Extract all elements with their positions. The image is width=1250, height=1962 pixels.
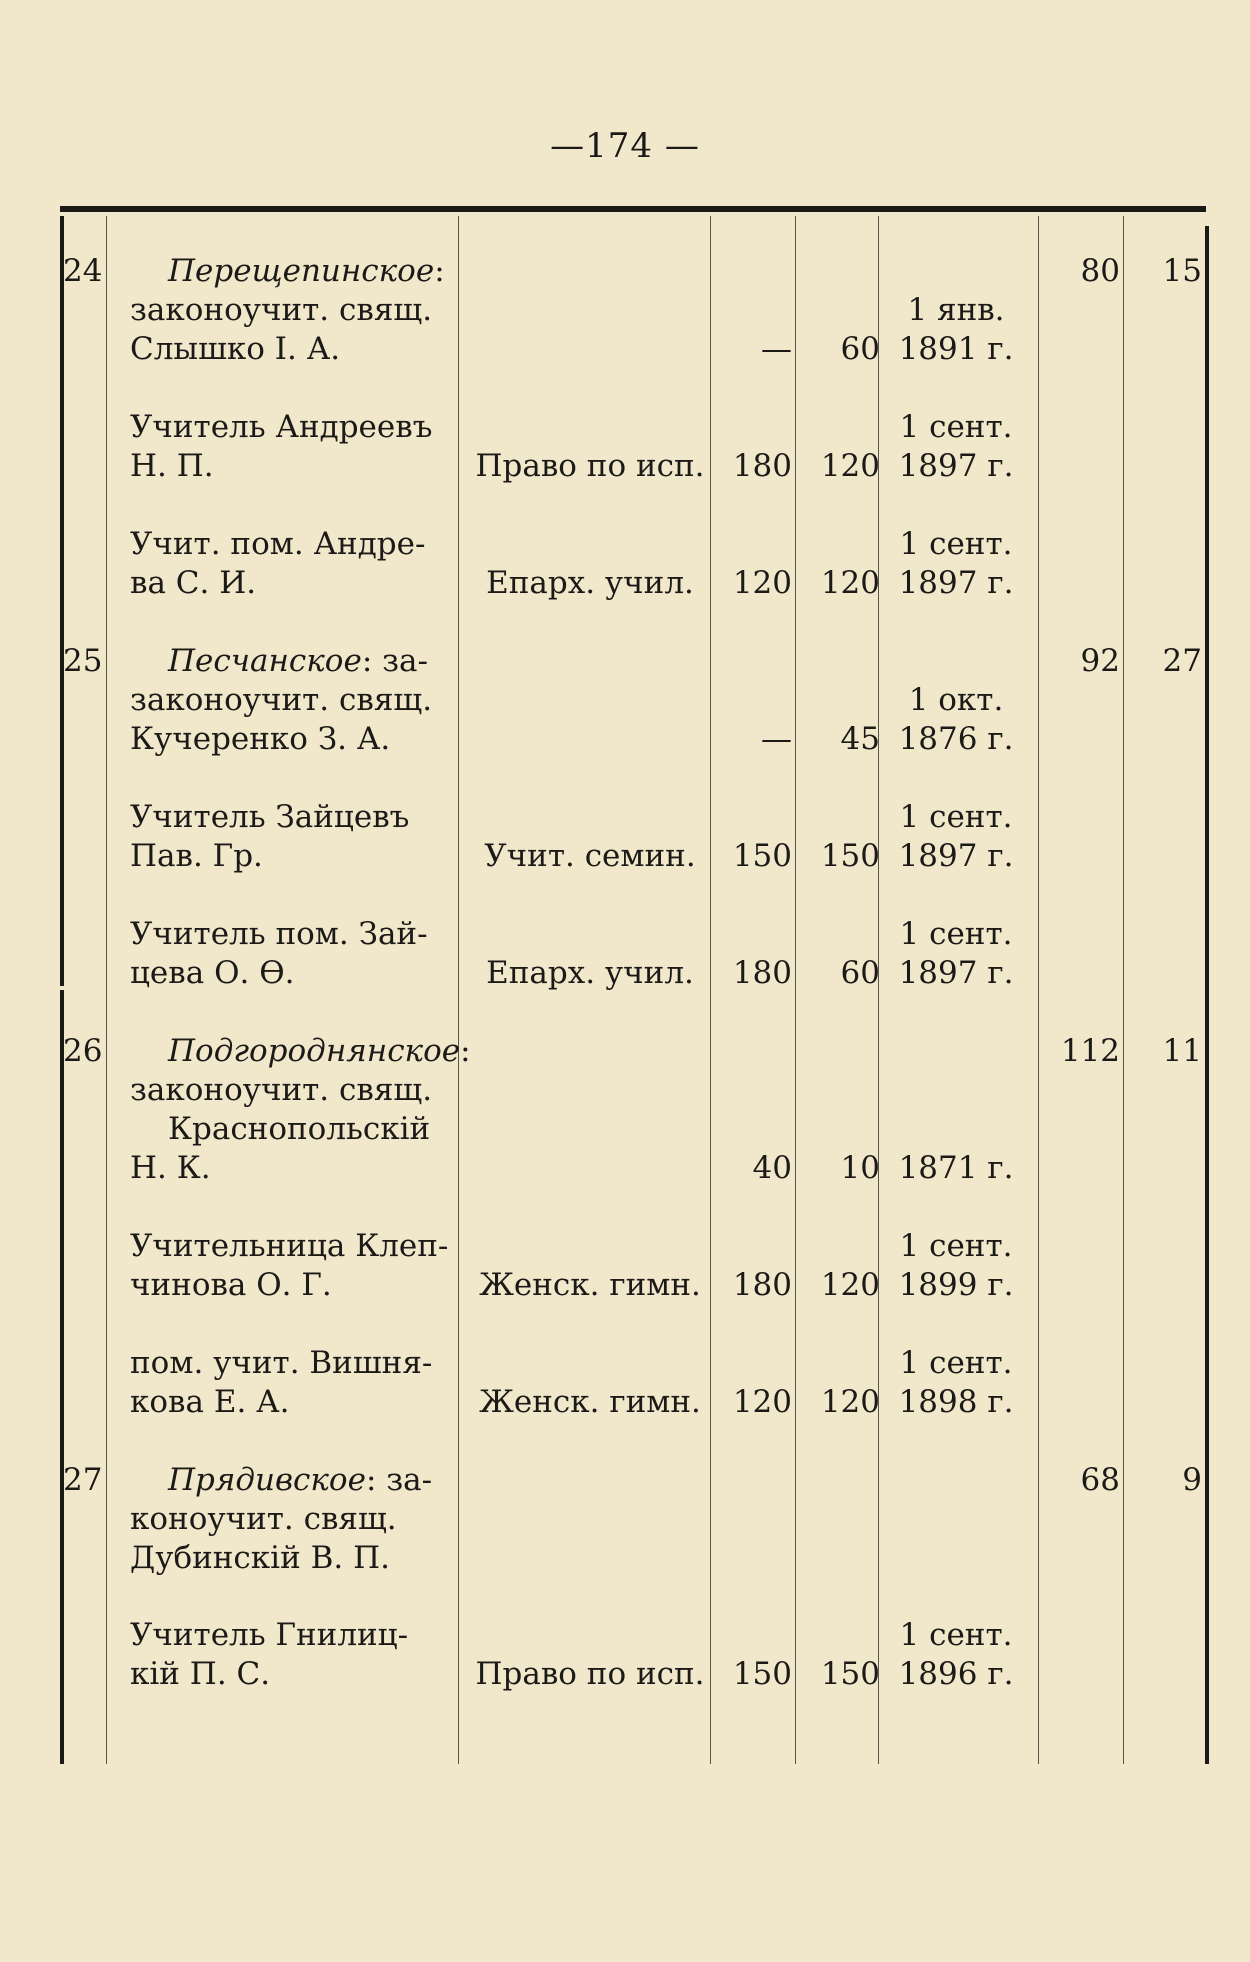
since-cell: 1 сент. 1898 г. [898,1345,1014,1420]
col-line-2 [458,216,459,1764]
count-cell-2: 15 [1162,253,1202,289]
count-cell: 68 [1080,1462,1120,1498]
since-cell: 1 сент. 1897 г. [898,526,1014,601]
salary-cell: 180 [732,448,792,484]
school-name: Перещепинское [168,253,435,289]
since-cell: 1 янв. 1891 г. [898,292,1014,367]
salary-cell: 150 [732,838,792,874]
salary-cell-2: 120 [820,448,880,484]
school-staff: Учитель Андреевъ Н. П. [130,409,433,484]
col-line-1 [106,216,107,1764]
since-cell: 1871 г. [898,1150,1014,1186]
school-number: 26 [63,1033,103,1069]
col-line-3 [710,216,711,1764]
school-staff: Песчанское: за- законоучит. свящ. Кучеренко З. А. [130,643,433,757]
left-border [60,216,64,986]
school-staff: Подгороднянское: законоучит. свящ. Краснопольскій Н. К. [130,1033,471,1186]
salary-cell-2: 120 [820,1384,880,1420]
salary-cell-2: 60 [840,955,880,991]
salary-cell: 120 [732,1384,792,1420]
education-cell: Право по исп. [475,448,705,484]
col-line-7 [1123,216,1124,1764]
school-staff: пом. учит. Вишня- кова Е. А. [130,1345,433,1420]
salary-cell-2: 45 [840,721,880,757]
col-line-6 [1038,216,1039,1764]
school-name: Песчанское [168,643,362,679]
education-cell: Право по исп. [475,1656,705,1692]
count-cell: 112 [1060,1033,1120,1069]
school-name: Прядивское [168,1462,366,1498]
count-cell-2: 27 [1162,643,1202,679]
count-cell-2: 11 [1162,1033,1202,1069]
right-border [1205,226,1209,1764]
salary-cell: 150 [732,1656,792,1692]
school-number: 25 [63,643,103,679]
staff-line: законоучит. свящ. [130,292,433,328]
since-cell: 1 сент. 1899 г. [898,1228,1014,1303]
salary-cell: 180 [732,955,792,991]
salary-cell-2: 120 [820,565,880,601]
school-name: Подгороднянское [168,1033,461,1069]
since-cell: 1 сент. 1897 г. [898,409,1014,484]
school-staff: Прядивское: за- коноучит. свящ. Дубинскій В. П. [130,1462,433,1576]
education-cell: Епарх. учил. [486,955,694,991]
education-cell: Женск. гимн. [479,1384,701,1420]
left-border-lower [60,990,64,1764]
salary-cell: 180 [732,1267,792,1303]
col-line-4 [795,216,796,1764]
school-staff: Учитель Гнилиц- кій П. С. [130,1617,409,1692]
since-cell: 1 сент. 1897 г. [898,916,1014,991]
school-number: 24 [63,253,103,289]
salary-cell: — [761,721,792,757]
salary-cell-2: 120 [820,1267,880,1303]
salary-cell-2: 150 [820,1656,880,1692]
salary-cell: — [761,331,792,367]
salary-cell: 120 [732,565,792,601]
salary-cell-2: 10 [840,1150,880,1186]
salary-cell-2: 150 [820,838,880,874]
salary-cell: 40 [752,1150,792,1186]
count-cell: 80 [1080,253,1120,289]
page-number: —174 — [550,126,700,166]
school-staff: Учитель Зайцевъ Пав. Гр. [130,799,410,874]
school-staff: Учительница Клеп- чинова О. Г. [130,1228,449,1303]
education-cell: Епарх. учил. [486,565,694,601]
since-cell: 1 сент. 1897 г. [898,799,1014,874]
school-number: 27 [63,1462,103,1498]
since-cell: 1 окт. 1876 г. [898,682,1014,757]
education-cell: Женск. гимн. [479,1267,701,1303]
salary-cell-2: 60 [840,331,880,367]
count-cell: 92 [1080,643,1120,679]
education-cell: Учит. семин. [484,838,696,874]
school-staff: Учит. пом. Андре- ва С. И. [130,526,426,601]
top-rule [60,206,1206,212]
school-staff: Перещепинское: законоучит. свящ. Слышко І. А. [130,252,450,369]
school-staff: Учитель пом. Зай- цева О. Ѳ. [130,916,428,991]
staff-line: Слышко І. А. [130,331,341,367]
count-cell-2: 9 [1182,1462,1202,1498]
since-cell: 1 сент. 1896 г. [898,1617,1014,1692]
